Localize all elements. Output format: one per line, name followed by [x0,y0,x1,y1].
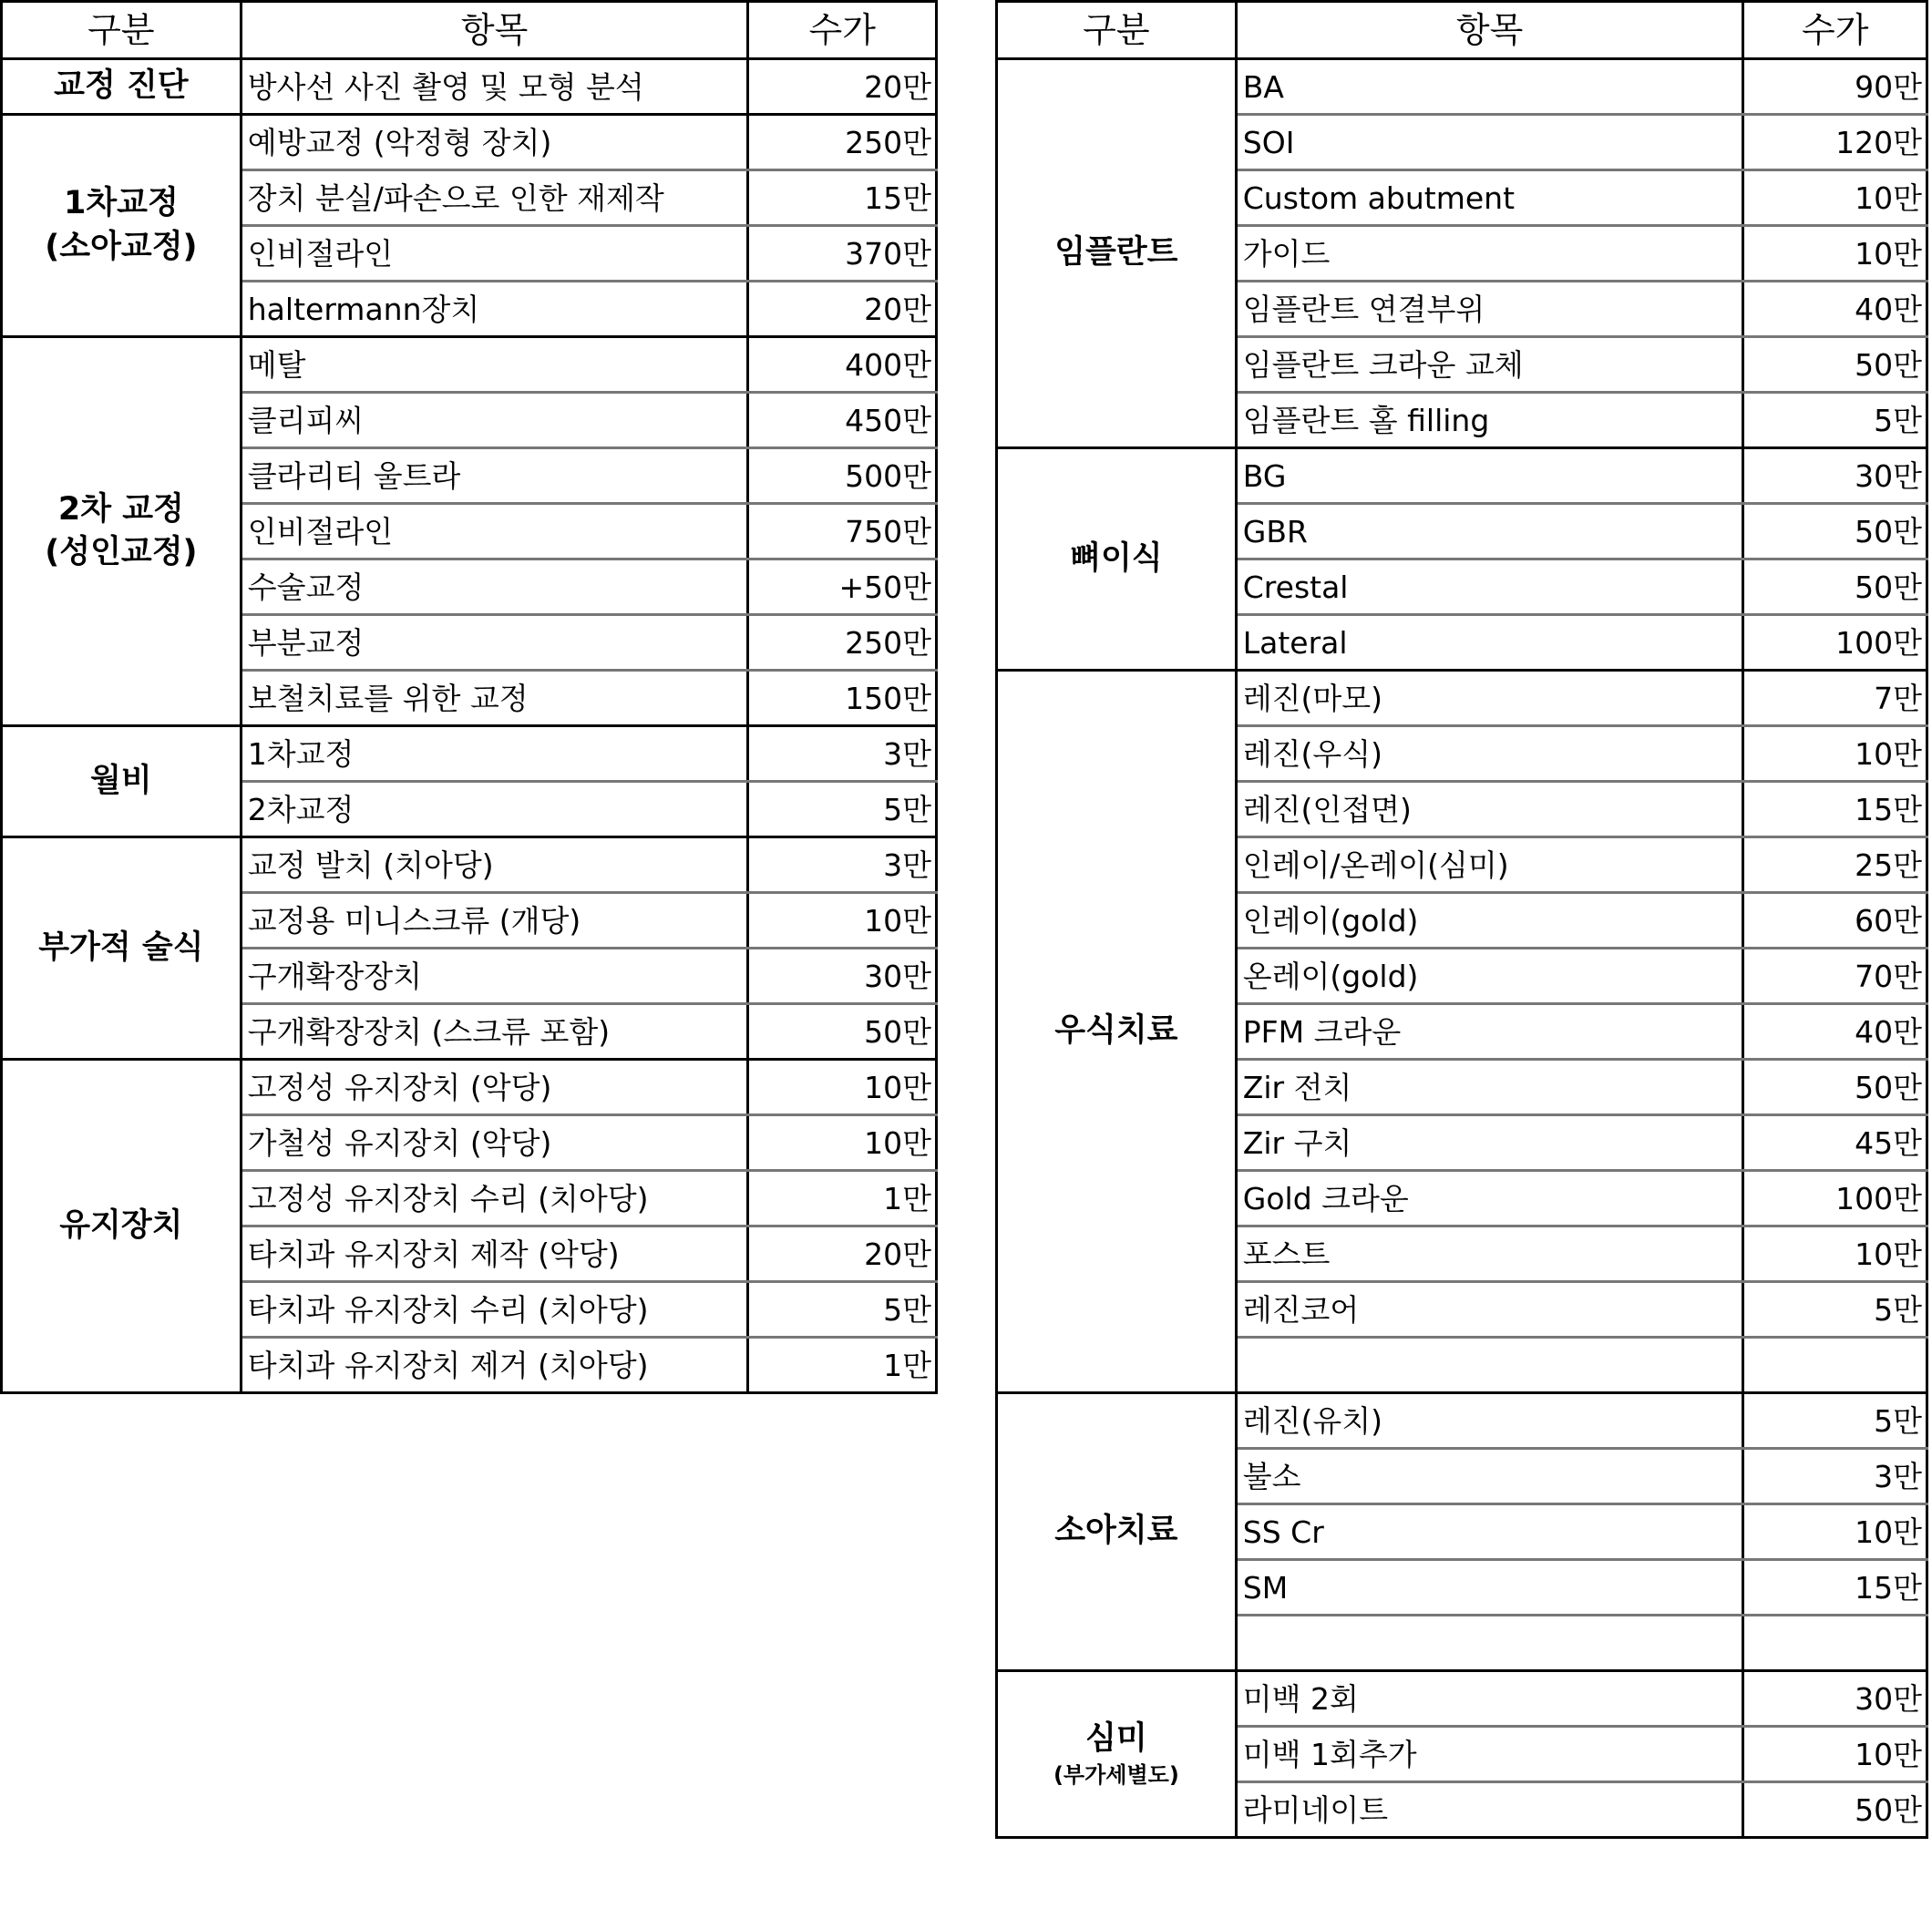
item-cell: 임플란트 크라운 교체 [1236,337,1743,393]
category-label: 우식치료 [1054,1012,1178,1050]
item-cell [1236,1338,1743,1393]
header-category: 구분 [997,2,1237,59]
item-cell: SM [1236,1560,1743,1616]
price-cell: 5만 [1743,1393,1927,1449]
item-cell: 포스트 [1236,1226,1743,1282]
item-cell: 수술교정 [241,559,748,615]
item-cell: BA [1236,59,1743,115]
item-cell: 2차교정 [241,782,748,837]
item-cell: 보철치료를 위한 교정 [241,671,748,726]
item-cell: 예방교정 (악정형 장치) [241,115,748,170]
item-cell: 레진(우식) [1236,726,1743,782]
item-cell: 타치과 유지장치 수리 (치아당) [241,1282,748,1338]
table-row [997,1671,1927,1727]
price-cell: 450만 [748,393,937,448]
item-cell: 1차교정 [241,726,748,782]
category-label: 유지장치 [59,1206,183,1244]
price-cell: 5만 [748,1282,937,1338]
item-cell: 인비절라인 [241,226,748,282]
item-cell: 클라리티 울트라 [241,448,748,504]
price-cell: 10만 [1743,1504,1927,1560]
category-label: (성인교정) [45,534,198,570]
item-cell: 고정성 유지장치 수리 (치아당) [241,1171,748,1226]
header-item: 항목 [241,2,748,59]
price-cell: 7만 [1743,671,1927,726]
table-row [2,337,937,393]
price-cell: 3만 [748,726,937,782]
price-cell: 10만 [1743,170,1927,226]
price-cell: 100만 [1743,615,1927,671]
orthodontic-fee-table [0,0,938,1394]
price-cell: 400만 [748,337,937,393]
price-cell: 120만 [1743,115,1927,170]
price-cell [1743,1338,1927,1393]
price-cell: 20만 [748,282,937,337]
price-cell: 20만 [748,1226,937,1282]
price-cell: 3만 [1743,1449,1927,1504]
item-cell: 구개확장장치 [241,949,748,1004]
item-cell: 클리피씨 [241,393,748,448]
item-cell: GBR [1236,504,1743,559]
price-cell: 50만 [1743,1782,1927,1838]
price-cell: 750만 [748,504,937,559]
table-row [2,59,937,115]
table-header-row [997,2,1927,59]
table-row [2,837,937,893]
price-cell: 10만 [1743,1226,1927,1282]
category-cell [2,837,242,1060]
item-cell: 레진(유치) [1236,1393,1743,1449]
table-row [997,1393,1927,1449]
price-cell: 370만 [748,226,937,282]
price-cell: 90만 [1743,59,1927,115]
price-cell: +50만 [748,559,937,615]
price-cell: 25만 [1743,837,1927,893]
price-cell [1743,1616,1927,1671]
item-cell: 타치과 유지장치 제거 (치아당) [241,1338,748,1393]
price-cell: 60만 [1743,893,1927,949]
item-cell: 인레이(gold) [1236,893,1743,949]
table-row [2,1060,937,1115]
price-cell: 5만 [1743,393,1927,448]
header-price: 수가 [1743,2,1927,59]
item-cell: 레진코어 [1236,1282,1743,1338]
item-cell: 가이드 [1236,226,1743,282]
category-label: 임플란트 [1054,234,1178,272]
table-row [2,726,937,782]
item-cell: Lateral [1236,615,1743,671]
price-cell: 1만 [748,1171,937,1226]
category-note: (부가세별도) [1053,1762,1179,1789]
price-cell: 10만 [748,1060,937,1115]
category-label: 교정 진단 [54,67,189,105]
price-cell: 40만 [1743,1004,1927,1060]
price-cell: 100만 [1743,1171,1927,1226]
item-cell: Gold 크라운 [1236,1171,1743,1226]
price-cell: 50만 [1743,559,1927,615]
category-cell [2,115,242,337]
item-cell: 교정용 미니스크류 (개당) [241,893,748,949]
price-cell: 30만 [1743,448,1927,504]
price-cell: 20만 [748,59,937,115]
header-category: 구분 [2,2,242,59]
item-cell: 불소 [1236,1449,1743,1504]
table-header-row [2,2,937,59]
price-cell: 15만 [748,170,937,226]
category-cell [2,337,242,726]
category-cell [2,1060,242,1393]
table-row [997,59,1927,115]
item-cell: 인레이/온레이(심미) [1236,837,1743,893]
item-cell: PFM 크라운 [1236,1004,1743,1060]
category-cell [997,1393,1237,1671]
category-cell [2,726,242,837]
price-cell: 5만 [748,782,937,837]
price-cell: 5만 [1743,1282,1927,1338]
item-cell: 인비절라인 [241,504,748,559]
price-cell: 15만 [1743,1560,1927,1616]
item-cell: 구개확장장치 (스크류 포함) [241,1004,748,1060]
price-cell: 10만 [1743,226,1927,282]
category-label: 뼈이식 [1070,539,1163,577]
category-label: 월비 [90,762,152,799]
price-cell: 50만 [1743,504,1927,559]
price-cell: 45만 [1743,1115,1927,1171]
price-cell: 500만 [748,448,937,504]
item-cell: 미백 1회추가 [1236,1727,1743,1782]
item-cell: SOI [1236,115,1743,170]
category-label: 1차교정 [63,185,179,222]
item-cell: Zir 전치 [1236,1060,1743,1115]
category-label: 소아치료 [1054,1513,1178,1550]
item-cell [1236,1616,1743,1671]
category-cell [997,671,1237,1393]
category-cell [997,59,1237,448]
item-cell: 타치과 유지장치 제작 (악당) [241,1226,748,1282]
item-cell: 장치 분실/파손으로 인한 재제작 [241,170,748,226]
price-cell: 10만 [748,1115,937,1171]
category-label: (소아교정) [45,228,198,265]
item-cell: BG [1236,448,1743,504]
header-item: 항목 [1236,2,1743,59]
price-cell: 10만 [748,893,937,949]
item-cell: Custom abutment [1236,170,1743,226]
price-cell: 250만 [748,115,937,170]
price-cell: 70만 [1743,949,1927,1004]
item-cell: 가철성 유지장치 (악당) [241,1115,748,1171]
item-cell: 교정 발치 (치아당) [241,837,748,893]
table-row [997,448,1927,504]
price-cell: 1만 [748,1338,937,1393]
item-cell: Zir 구치 [1236,1115,1743,1171]
item-cell: 라미네이트 [1236,1782,1743,1838]
table-row [2,115,937,170]
category-label: 심미 [1085,1720,1147,1758]
category-cell [2,59,242,115]
item-cell: 레진(인접면) [1236,782,1743,837]
item-cell: 미백 2회 [1236,1671,1743,1727]
price-cell: 3만 [748,837,937,893]
item-cell: SS Cr [1236,1504,1743,1560]
item-cell: 온레이(gold) [1236,949,1743,1004]
price-cell: 50만 [1743,1060,1927,1115]
item-cell: 메탈 [241,337,748,393]
item-cell: haltermann장치 [241,282,748,337]
price-cell: 30만 [748,949,937,1004]
price-cell: 50만 [1743,337,1927,393]
header-price: 수가 [748,2,937,59]
item-cell: 임플란트 홀 filling [1236,393,1743,448]
item-cell: Crestal [1236,559,1743,615]
price-cell: 40만 [1743,282,1927,337]
price-cell: 10만 [1743,726,1927,782]
treatment-fee-table [995,0,1928,1839]
category-cell [997,1671,1237,1838]
price-cell: 30만 [1743,1671,1927,1727]
price-cell: 150만 [748,671,937,726]
price-cell: 50만 [748,1004,937,1060]
price-cell: 15만 [1743,782,1927,837]
item-cell: 부분교정 [241,615,748,671]
category-label: 2차 교정 [57,490,184,528]
item-cell: 레진(마모) [1236,671,1743,726]
price-cell: 10만 [1743,1727,1927,1782]
category-label: 부가적 술식 [38,929,204,966]
item-cell: 방사선 사진 촬영 및 모형 분석 [241,59,748,115]
price-cell: 250만 [748,615,937,671]
category-cell [997,448,1237,671]
item-cell: 임플란트 연결부위 [1236,282,1743,337]
item-cell: 고정성 유지장치 (악당) [241,1060,748,1115]
table-row [997,671,1927,726]
